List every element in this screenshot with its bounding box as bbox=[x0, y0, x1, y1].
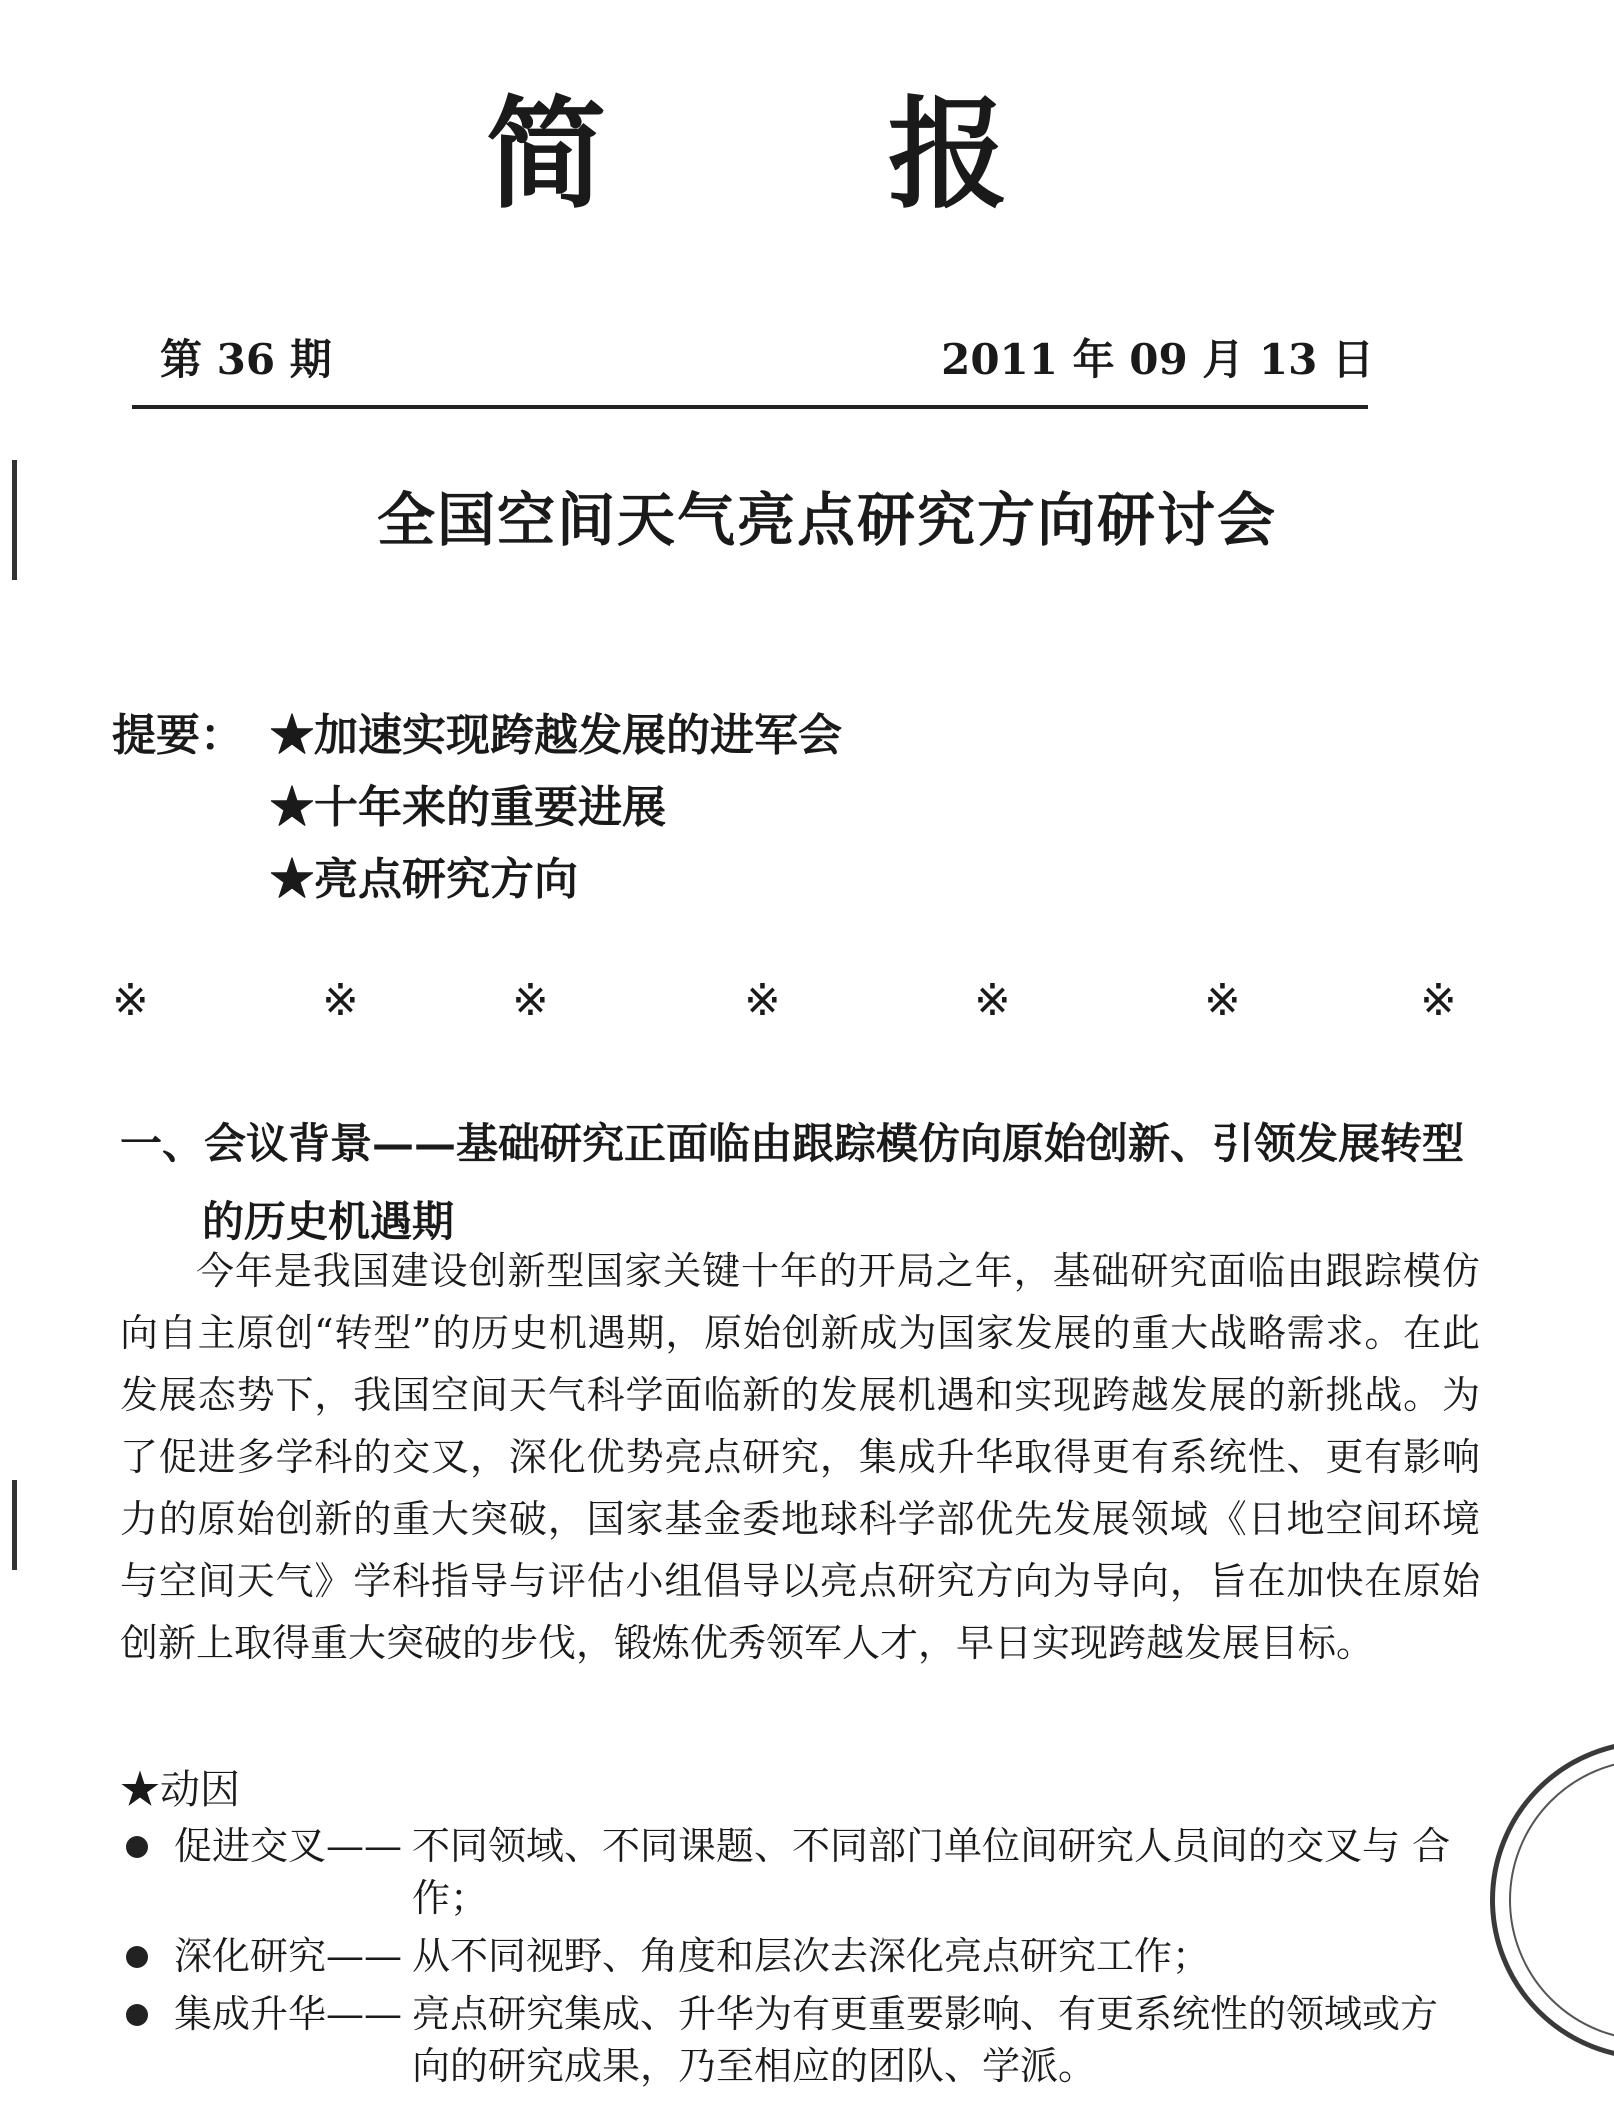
driver-term: 集成升华—— bbox=[174, 1992, 403, 2036]
divider-symbol: ※ bbox=[112, 975, 149, 1026]
seal-inner-ring bbox=[1509, 1759, 1614, 2041]
divider-symbol: ※ bbox=[1204, 975, 1241, 1026]
section-divider bbox=[112, 975, 1472, 1035]
section-heading-line: 一、会议背景——基础研究正面临由跟踪模仿向原始创新、引领发展转型 bbox=[120, 1119, 1465, 1168]
official-seal bbox=[1490, 1740, 1614, 2060]
document-title: 全国空间天气亮点研究方向研讨会 bbox=[376, 486, 1277, 554]
driver-term: 深化研究—— bbox=[174, 1934, 403, 1978]
driver-description: 从不同视野、角度和层次去深化亮点研究工作； bbox=[412, 1934, 1211, 1978]
divider-symbol: ※ bbox=[974, 975, 1011, 1026]
issue-info bbox=[160, 330, 1374, 390]
divider-symbol: ※ bbox=[744, 975, 781, 1026]
issue-date: 2011 年 09 月 13 日 bbox=[941, 335, 1374, 384]
masthead-title: 简 报 bbox=[486, 84, 1128, 225]
list-item bbox=[120, 1988, 1480, 2092]
divider-symbol: ※ bbox=[512, 975, 549, 1026]
body-paragraph: 今年是我国建设创新型国家关键十年的开局之年，基础研究面临由跟踪模仿向自主原创“转型”的历史机遇期，原始创新成为国家发展的重大战略需求。在此发展态势下，我国空间天气科学面临新的发展机遇和实现跨越发展的新挑战。为了促进多学科的交叉，深化优势亮点研究，集成升华取得更有系统性、更有影响力的原始创新的重大突破，国家基金委地球科学部优先发展领域《日地空间环境与空间天气》学科指导与评估小组倡导以亮点研究方向为导向，旨在加快在原始创新上取得重大突破的步伐，锻炼优秀领军人才，早日实现跨越发展目标。 bbox=[120, 1249, 1480, 1665]
divider-symbol: ※ bbox=[322, 975, 359, 1026]
summary-item: ★加速实现跨越发展的进军会 bbox=[270, 710, 842, 761]
bullet-icon bbox=[126, 1946, 148, 1968]
scan-edge-mark bbox=[12, 1480, 17, 1570]
issue-number: 第 36 期 bbox=[160, 335, 332, 384]
drivers-heading: ★动因 bbox=[120, 1767, 240, 1813]
driver-term: 促进交叉—— bbox=[174, 1824, 403, 1868]
section-heading-line: 的历史机遇期 bbox=[202, 1197, 455, 1246]
summary-item: ★十年来的重要进展 bbox=[270, 782, 666, 833]
divider-symbol: ※ bbox=[1420, 975, 1457, 1026]
summary-item: ★亮点研究方向 bbox=[270, 854, 578, 905]
driver-description: 不同领域、不同课题、不同部门单位间研究人员间的交叉与 合作； bbox=[412, 1824, 1451, 1920]
header-rule bbox=[132, 405, 1368, 409]
list-item bbox=[120, 1930, 1480, 1982]
summary-label: 提要： bbox=[112, 710, 244, 761]
section-heading bbox=[120, 1105, 1510, 1261]
list-item bbox=[120, 1820, 1480, 1924]
bullet-icon bbox=[126, 2004, 148, 2026]
summary-list bbox=[270, 700, 842, 916]
bullet-icon bbox=[126, 1836, 148, 1858]
drivers-list bbox=[120, 1820, 1480, 2098]
driver-description: 亮点研究集成、升华为有更重要影响、有更系统性的领域或方向的研究成果，乃至相应的团队、学派。 bbox=[412, 1992, 1439, 2088]
